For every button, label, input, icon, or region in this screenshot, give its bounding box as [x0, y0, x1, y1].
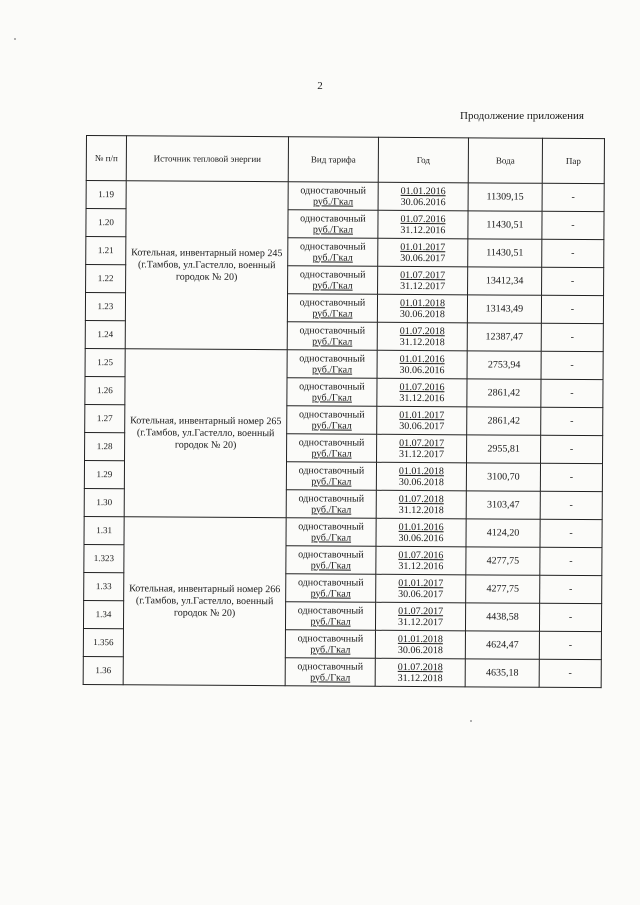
header-source: Источник тепловой энергии	[126, 136, 288, 182]
period-cell	[376, 518, 466, 547]
period-start: 01.01.2018	[397, 633, 443, 645]
period-cell	[376, 546, 466, 575]
water-tariff-value: 12387,47	[467, 323, 541, 351]
row-number: 1.24	[85, 320, 125, 348]
tariff-type-cell	[287, 350, 377, 379]
tariff-type-label: одноставочный	[299, 352, 365, 365]
steam-tariff-value: -	[540, 547, 602, 575]
tariff-type-label: одноставочный	[297, 604, 364, 617]
tariff-unit-label: руб./Гкал	[312, 307, 353, 320]
period-end: 31.12.2017	[397, 616, 444, 628]
tariff-type-cell	[286, 518, 376, 547]
tariff-unit-label: руб./Гкал	[310, 559, 351, 572]
header-water: Вода	[468, 138, 542, 183]
heat-source-cell: Котельная, инвентарный номер 265 (г.Тамбов, ул.Гастелло, военный городок № 20)	[124, 349, 287, 518]
tariff-type-cell	[287, 322, 377, 351]
tariff-type-cell	[287, 294, 377, 323]
steam-tariff-value: -	[541, 351, 603, 379]
period-start: 01.07.2018	[398, 493, 444, 505]
tariff-type-cell	[288, 238, 378, 267]
steam-tariff-value: -	[541, 323, 603, 351]
period-end: 30.06.2016	[399, 364, 445, 376]
tariff-type-label: одноставочный	[298, 436, 365, 449]
row-number: 1.29	[84, 460, 124, 488]
tariff-type-label: одноставочный	[297, 576, 364, 589]
tariff-type-label: одноставочный	[299, 380, 365, 393]
steam-tariff-value: -	[541, 407, 603, 435]
heat-source-cell: Котельная, инвентарный номер 245 (г.Тамбов, ул.Гастелло, военный городок № 20)	[125, 181, 288, 350]
tariff-unit-label: руб./Гкал	[312, 223, 354, 236]
steam-tariff-value: -	[541, 435, 603, 463]
tariff-type-label: одноставочный	[298, 464, 365, 477]
row-number: 1.30	[84, 488, 124, 516]
steam-tariff-value: -	[542, 239, 604, 267]
row-number: 1.27	[85, 404, 125, 432]
tariff-unit-label: руб./Гкал	[310, 643, 351, 656]
period-cell	[376, 490, 466, 519]
period-start: 01.07.2017	[399, 437, 445, 449]
tariff-type-cell	[286, 574, 376, 603]
period-cell	[377, 350, 467, 379]
water-tariff-value: 2955,81	[467, 435, 541, 463]
tariff-unit-label: руб./Гкал	[312, 251, 353, 264]
steam-tariff-value: -	[540, 463, 602, 491]
steam-tariff-value: -	[541, 295, 603, 323]
water-tariff-value: 4635,18	[465, 659, 539, 687]
tariff-type-label: одноставочный	[298, 520, 364, 533]
period-cell	[378, 210, 468, 239]
period-start: 01.01.2017	[399, 409, 445, 421]
tariff-unit-label: руб./Гкал	[311, 419, 352, 432]
tariff-table	[83, 135, 605, 688]
water-tariff-value: 4277,75	[466, 575, 540, 603]
period-end: 30.06.2016	[400, 196, 446, 208]
period-cell	[377, 434, 467, 463]
tariff-type-cell	[286, 462, 376, 491]
water-tariff-value: 3100,70	[466, 463, 540, 491]
row-number: 1.21	[86, 237, 126, 265]
row-number: 1.23	[85, 293, 125, 321]
period-start: 01.07.2018	[399, 325, 445, 337]
period-end: 30.06.2018	[397, 644, 443, 656]
tariff-unit-label: руб./Гкал	[311, 447, 352, 460]
tariff-type-label: одноставочный	[299, 268, 366, 281]
tariff-unit-label: руб./Гкал	[311, 475, 352, 488]
steam-tariff-value: -	[540, 491, 602, 519]
water-tariff-value: 2861,42	[467, 379, 541, 407]
steam-tariff-value: -	[540, 575, 602, 603]
steam-tariff-value: -	[540, 519, 602, 547]
water-tariff-value: 13412,34	[468, 267, 542, 295]
water-tariff-value: 4277,75	[466, 547, 540, 575]
tariff-type-cell	[286, 490, 376, 519]
table-row	[84, 516, 602, 547]
table-header-row	[86, 136, 604, 184]
period-end: 30.06.2017	[399, 420, 445, 432]
water-tariff-value: 2753,94	[467, 351, 541, 379]
period-start: 01.01.2017	[400, 241, 446, 253]
period-start: 01.07.2017	[400, 269, 446, 281]
header-year: Год	[378, 137, 468, 183]
water-tariff-value: 2861,42	[467, 407, 541, 435]
water-tariff-value: 4438,58	[465, 603, 539, 631]
period-end: 31.12.2016	[398, 560, 444, 572]
period-cell	[377, 378, 467, 407]
period-end: 30.06.2018	[398, 476, 444, 488]
period-start: 01.07.2016	[400, 213, 446, 225]
period-start: 01.07.2016	[399, 381, 445, 393]
tariff-type-cell	[287, 378, 377, 407]
tariff-unit-label: руб./Гкал	[310, 615, 351, 628]
water-tariff-value: 11430,51	[468, 239, 542, 267]
tariff-type-cell	[287, 434, 377, 463]
period-cell	[375, 630, 465, 659]
tariff-type-label: одноставочный	[299, 324, 366, 337]
period-end: 30.06.2018	[399, 308, 445, 320]
tariff-type-label: одноставочный	[297, 660, 364, 673]
period-cell	[378, 266, 468, 295]
period-cell	[377, 322, 467, 351]
period-cell	[378, 238, 468, 267]
header-steam: Пар	[542, 138, 604, 183]
tariff-type-label: одноставочный	[300, 184, 367, 197]
tariff-unit-label: руб./Гкал	[311, 503, 352, 516]
row-number: 1.20	[86, 209, 126, 237]
steam-tariff-value: -	[539, 659, 601, 687]
steam-tariff-value: -	[539, 631, 601, 659]
period-cell	[377, 406, 467, 435]
period-end: 30.06.2017	[398, 588, 444, 600]
period-end: 31.12.2016	[400, 224, 446, 236]
row-number: 1.19	[86, 181, 126, 209]
period-end: 31.12.2018	[397, 672, 443, 684]
water-tariff-value: 4124,20	[466, 519, 540, 547]
period-cell	[375, 602, 465, 631]
period-start: 01.01.2016	[398, 521, 444, 533]
tariff-type-label: одноставочный	[298, 548, 364, 561]
water-tariff-value: 4624,47	[465, 631, 539, 659]
row-number: 1.22	[86, 265, 126, 293]
row-number: 1.323	[84, 544, 124, 572]
period-end: 31.12.2017	[400, 280, 446, 292]
period-end: 30.06.2016	[398, 532, 444, 544]
period-start: 01.01.2018	[399, 297, 446, 309]
water-tariff-value: 13143,49	[467, 295, 541, 323]
period-cell	[375, 658, 465, 687]
period-start: 01.01.2016	[400, 185, 446, 197]
tariff-type-label: одноставочный	[298, 408, 365, 421]
tariff-type-label: одноставочный	[299, 296, 366, 309]
row-number: 1.31	[84, 516, 124, 544]
tariff-type-label: одноставочный	[300, 212, 366, 225]
table-row	[85, 348, 603, 379]
water-tariff-value: 3103,47	[466, 491, 540, 519]
tariff-type-label: одноставочный	[298, 492, 365, 505]
scan-speck	[14, 38, 16, 40]
tariff-unit-label: руб./Гкал	[312, 335, 353, 348]
tariff-unit-label: руб./Гкал	[310, 531, 352, 544]
tariff-type-label: одноставочный	[299, 240, 366, 253]
period-end: 30.06.2017	[400, 252, 446, 264]
row-number: 1.356	[83, 628, 123, 656]
period-end: 31.12.2016	[399, 392, 445, 404]
header-num: № п/п	[86, 136, 126, 181]
tariff-type-cell	[285, 630, 375, 659]
period-start: 01.07.2016	[398, 549, 444, 561]
period-start: 01.01.2017	[398, 577, 444, 589]
header-tariff-type: Вид тарифа	[288, 137, 378, 183]
period-cell	[376, 574, 466, 603]
page-number: 2	[317, 80, 323, 92]
tariff-unit-label: руб./Гкал	[310, 587, 351, 600]
period-start: 01.07.2017	[398, 605, 444, 617]
period-end: 31.12.2018	[399, 336, 445, 348]
period-end: 31.12.2017	[399, 448, 445, 460]
steam-tariff-value: -	[542, 183, 604, 211]
tariff-type-cell	[285, 602, 375, 631]
tariff-type-cell	[286, 546, 376, 575]
period-start: 01.01.2018	[398, 465, 444, 477]
water-tariff-value: 11430,51	[468, 211, 542, 239]
tariff-type-label: одноставочный	[297, 632, 364, 645]
tariff-type-cell	[288, 182, 378, 211]
row-number: 1.34	[83, 600, 123, 628]
row-number: 1.26	[85, 376, 125, 404]
period-start: 01.01.2016	[399, 353, 445, 365]
steam-tariff-value: -	[539, 603, 601, 631]
tariff-unit-label: руб./Гкал	[311, 363, 353, 376]
tariff-unit-label: руб./Гкал	[310, 671, 351, 684]
period-start: 01.07.2018	[397, 661, 443, 673]
heat-source-cell: Котельная, инвентарный номер 266 (г.Тамбов, ул.Гастелло, военный городок № 20)	[123, 517, 286, 686]
period-end: 31.12.2018	[398, 504, 444, 516]
period-cell	[376, 462, 466, 491]
row-number: 1.33	[84, 572, 124, 600]
tariff-type-cell	[288, 210, 378, 239]
period-cell	[377, 294, 467, 323]
steam-tariff-value: -	[541, 379, 603, 407]
row-number: 1.36	[83, 656, 123, 684]
tariff-type-cell	[285, 658, 375, 687]
tariff-unit-label: руб./Гкал	[311, 391, 352, 404]
water-tariff-value: 11309,15	[468, 183, 542, 211]
scan-speck	[470, 720, 472, 722]
tariff-type-cell	[288, 266, 378, 295]
row-number: 1.28	[85, 432, 125, 460]
table-row	[86, 181, 604, 212]
appendix-continuation-note: Продолжение приложения	[460, 110, 584, 122]
row-number: 1.25	[85, 348, 125, 376]
tariff-unit-label: руб./Гкал	[313, 195, 354, 208]
tariff-table-body	[83, 181, 604, 688]
period-cell	[378, 182, 468, 211]
tariff-type-cell	[287, 406, 377, 435]
steam-tariff-value: -	[542, 267, 604, 295]
tariff-unit-label: руб./Гкал	[312, 279, 353, 292]
steam-tariff-value: -	[542, 211, 604, 239]
